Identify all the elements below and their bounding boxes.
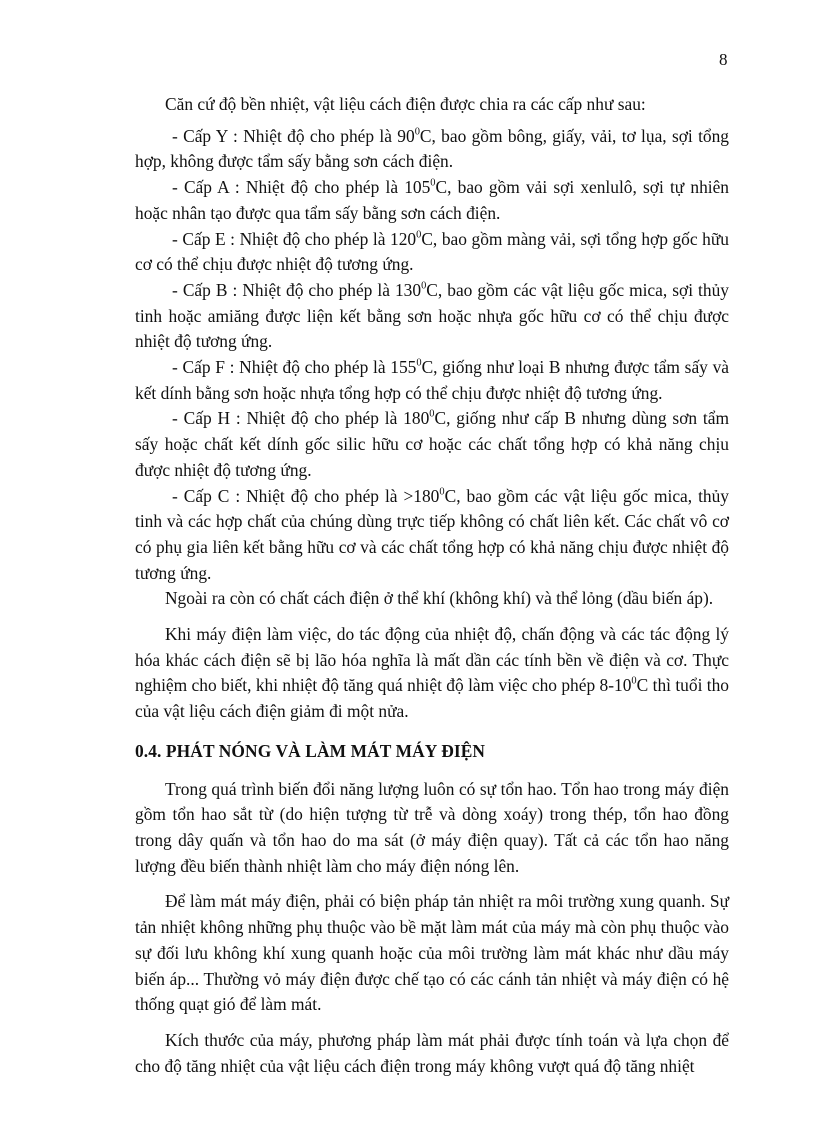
intro-paragraph: Căn cứ độ bền nhiệt, vật liệu cách điện được chia ra các cấp như sau: xyxy=(165,94,646,114)
other-insulators-paragraph: Ngoài ra còn có chất cách điện ở thể khí (không khí) và thể lỏng (dầu biến áp). xyxy=(165,588,714,609)
class-y-item: - Cấp Y : Nhiệt độ cho phép là $90^0C$, bao gồm bông, giấy, vải, tơ lụa, sợi tổng hợp, không được tẩm sấy bằng sơn cách điện. xyxy=(135,125,729,172)
class-f-item: - Cấp F : Nhiệt độ cho phép là $155^0C$, giống như loại B nhưng được tẩm sấy và kết dính bằng sơn hoặc nhựa tổng hợp có thể chịu được nhiệt độ tương ứng. xyxy=(135,357,729,403)
section-heading: 0.4. PHÁT NÓNG VÀ LÀM MÁT MÁY ĐIỆN xyxy=(135,740,486,761)
aging-paragraph: Khi máy điện làm việc, do tác động của nhiệt độ, chấn động và các tác động lý hóa khác cách điện sẽ bị lão hóa nghĩa là mất dần các tính bền về điện và cơ. Thực nghiệm cho biết, khi nhiệt độ tăng quá nhiệt độ làm việc cho phép $8-10^0C$ thì tuổi tho của vật liệu cách điện giảm đi một nửa. xyxy=(135,624,730,722)
class-a-item: - Cấp A : Nhiệt độ cho phép là $105^0C$, bao gồm vải sợi xenlulô, sợi tự nhiên hoặc nhân tạo được qua tẩm sấy bằng sơn cách điện. xyxy=(135,177,730,223)
sizing-paragraph: Kích thước của máy, phương pháp làm mát phải được tính toán và lựa chọn để cho độ tăng nhiệt của vật liệu cách điện trong máy không vượt quá độ tăng nhiệt xyxy=(135,1029,729,1076)
class-h-item: - Cấp H : Nhiệt độ cho phép là $180^0C$, giống như cấp B nhưng dùng sơn tẩm sấy hoặc chất kết dính gốc silic hữu cơ hoặc các chất tổng hợp có khả năng chịu được nhiệt độ tương ứng. xyxy=(135,408,729,480)
losses-paragraph: Trong quá trình biến đổi năng lượng luôn có sự tổn hao. Tổn hao trong máy điện gồm tổn hao sắt từ (do hiện tượng từ trễ và dòng xoáy) trong thép, tổn hao đồng trong dây quấn và tổn hao do ma sát (ở máy điện quay). Tất cả các tổn hao năng lượng đều biến thành nhiệt làm cho máy điện nóng lên. xyxy=(135,778,729,876)
page-number: 8 xyxy=(719,50,728,69)
cooling-paragraph: Để làm mát máy điện, phải có biện pháp tản nhiệt ra môi trường xung quanh. Sự tản nhiệt không những phụ thuộc vào bề mặt làm mát của máy mà còn phụ thuộc vào sự đối lưu không khí xung quanh hoặc của môi trường làm mát khác như dầu máy biến áp... Thường vỏ máy điện được chế tạo có các cánh tản nhiệt và máy điện có hệ thống quạt gió để làm mát. xyxy=(135,891,729,1015)
document-body xyxy=(135,92,729,1079)
class-c-item: - Cấp C : Nhiệt độ cho phép là $>180^0C$, bao gồm các vật liệu gốc mica, thủy tinh và các hợp chất của chúng dùng trực tiếp không có chất liên kết. Các chất vô cơ có phụ gia liên kết bằng hữu cơ và các chất tổng hợp có khả năng chịu được nhiệt độ tương ứng. xyxy=(135,485,729,583)
class-e-item: - Cấp E : Nhiệt độ cho phép là $120^0C$, bao gồm màng vải, sợi tổng hợp gốc hữu cơ có thể chịu được nhiệt độ tương ứng. xyxy=(135,228,729,275)
class-b-item: - Cấp B : Nhiệt độ cho phép là $130^0C$, bao gồm các vật liệu gốc mica, sợi thủy tinh hoặc amiăng được liện kết bằng sơn hoặc nhựa gốc hữu cơ có thể chịu được nhiệt độ tương ứng. xyxy=(135,279,729,352)
